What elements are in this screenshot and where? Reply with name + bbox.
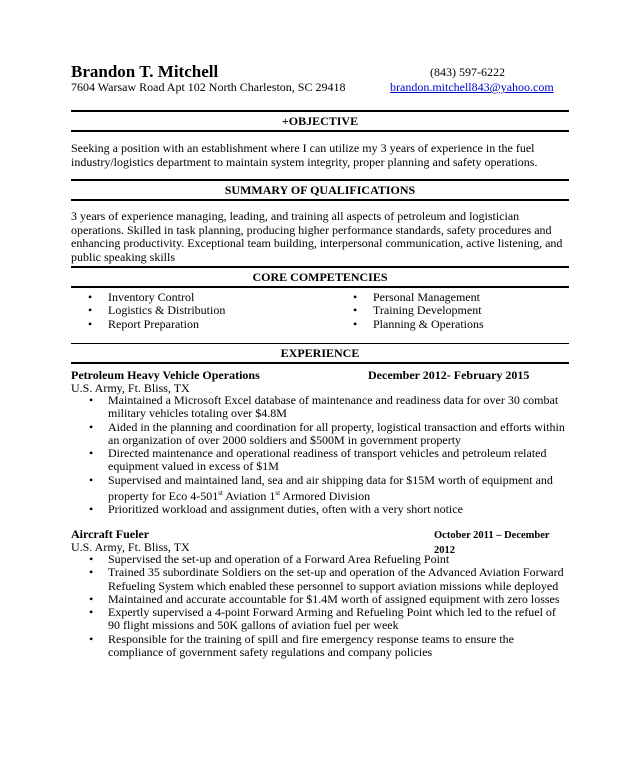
- summary-header: [71, 179, 569, 201]
- section-title-competencies: CORE COMPETENCIES: [252, 270, 388, 284]
- list-item: • Logistics & Distribution: [71, 304, 331, 317]
- section-title-experience: EXPERIENCE: [280, 346, 360, 360]
- job-title: Petroleum Heavy Vehicle Operations: [71, 368, 260, 382]
- list-item: • Supervised and maintained land, sea and air shipping data for $15M worth of equipment and property for Eco 4-501st Aviation 1st Armored Division: [89, 474, 567, 504]
- list-item: • Planning & Operations: [336, 318, 569, 331]
- objective-header: [71, 110, 569, 132]
- job-duties-list: [89, 553, 567, 659]
- list-item: • Aided in the planning and coordination for all property, logistical transaction and efforts within an organization of over 2000 soldiers and $500M in government property: [89, 421, 567, 448]
- list-item: • Responsible for the training of spill and fire emergency response teams to ensure the compliance of government safety regulations and company policies: [89, 633, 567, 660]
- job-title: Aircraft Fueler: [71, 527, 150, 541]
- experience-header: [71, 343, 569, 364]
- list-item: • Training Development: [336, 304, 569, 317]
- mailing-address: 7604 Warsaw Road Apt 102 North Charleston, SC 29418: [71, 80, 346, 94]
- list-item: • Inventory Control: [71, 291, 331, 304]
- list-item: • Directed maintenance and operational readiness of transport vehicles and petroleum related equipment valued in excess of $1M: [89, 447, 567, 474]
- competencies-right-column: [336, 291, 569, 331]
- list-item: • Report Preparation: [71, 318, 331, 331]
- candidate-name: Brandon T. Mitchell: [71, 62, 219, 81]
- list-item: • Expertly supervised a 4-point Forward Arming and Refueling Point which led to the refuel of 90 flight missions and 50K gallons of aviation fuel per week: [89, 606, 567, 633]
- objective-text: Seeking a position with an establishment where I can utilize my 3 years of experience in the fuel industry/logistics department to maintain system integrity, proper planning and safety operations.: [71, 141, 538, 169]
- section-title-summary: SUMMARY OF QUALIFICATIONS: [224, 183, 416, 197]
- email-link[interactable]: brandon.mitchell843@yahoo.com: [390, 80, 554, 94]
- list-item: • Maintained a Microsoft Excel database of maintenance and readiness data for over 30 combat military vehicles totaling over $4.8M: [89, 394, 567, 421]
- job-duties-list: [89, 394, 567, 517]
- job-dates: October 2011 – December 2012: [434, 530, 550, 556]
- phone-number: (843) 597-6222: [430, 65, 505, 79]
- list-item: • Prioritized workload and assignment duties, often with a very short notice: [89, 503, 567, 516]
- job-organization: U.S. Army, Ft. Bliss, TX: [71, 540, 190, 554]
- list-item: • Maintained and accurate accountable for $1.4M worth of assigned equipment with zero losses: [89, 593, 567, 606]
- list-item: • Supervised the set-up and operation of a Forward Area Refueling Point: [89, 553, 567, 566]
- job-dates: December 2012- February 2015: [368, 368, 530, 382]
- section-title-objective: +OBJECTIVE: [281, 114, 359, 128]
- competencies-header: [71, 266, 569, 288]
- job-organization: U.S. Army, Ft. Bliss, TX: [71, 381, 190, 395]
- list-item: • Personal Management: [336, 291, 569, 304]
- competencies-left-column: [71, 291, 331, 331]
- list-item: • Trained 35 subordinate Soldiers on the set-up and operation of the Advanced Aviation Forward Refueling System which enabled these personnel to support aviation missions while deployed: [89, 566, 567, 593]
- summary-text: 3 years of experience managing, leading, and training all aspects of petroleum and logistician operations. Skilled in task planning, producing higher performance standards, safety procedures and enhancing productivity. Exceptional team building, interpersonal communication, active listening, and public speaking skills: [71, 209, 563, 264]
